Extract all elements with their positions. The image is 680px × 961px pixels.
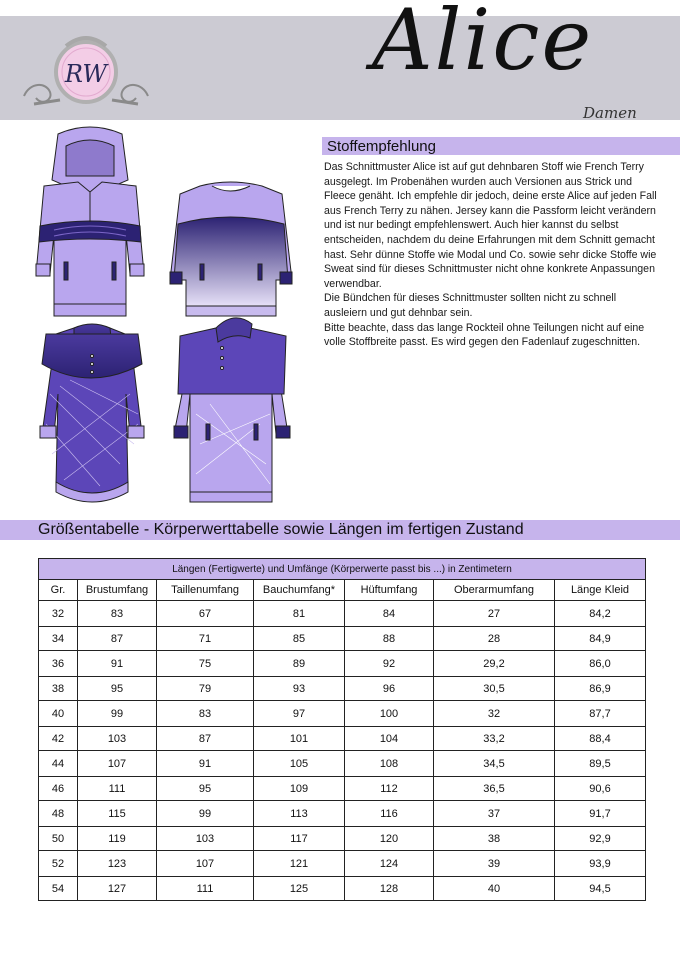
table-cell: 33,2 (434, 727, 555, 751)
table-cell: 86,9 (555, 677, 646, 701)
table-row (39, 851, 646, 877)
column-header: Brustumfang (78, 580, 157, 601)
table-cell: 86,0 (555, 651, 646, 677)
table-cell: 99 (78, 701, 157, 727)
table-cell: 42 (39, 727, 78, 751)
column-header: Gr. (39, 580, 78, 601)
table-cell: 112 (345, 777, 434, 801)
left-ornament-swirl (24, 85, 51, 102)
table-cell: 32 (39, 601, 78, 627)
table-cell: 54 (39, 877, 78, 901)
table-cell: 87 (157, 727, 254, 751)
table-cell: 32 (434, 701, 555, 727)
table-row (39, 651, 646, 677)
table-cell: 36 (39, 651, 78, 677)
table-cell: 90,6 (555, 777, 646, 801)
table-cell: 92,9 (555, 827, 646, 851)
table-cell: 38 (434, 827, 555, 851)
table-row (39, 751, 646, 777)
table-cell: 116 (345, 801, 434, 827)
table-cell: 95 (78, 677, 157, 701)
table-cell: 27 (434, 601, 555, 627)
column-header: Taillenumfang (157, 580, 254, 601)
table-cell: 120 (345, 827, 434, 851)
table-cell: 79 (157, 677, 254, 701)
page-subtitle: Damen (583, 104, 637, 122)
column-header: Oberarmumfang (434, 580, 555, 601)
table-cell: 113 (254, 801, 345, 827)
table-cell: 28 (434, 627, 555, 651)
table-cell: 121 (254, 851, 345, 877)
table-cell: 107 (157, 851, 254, 877)
size-table-body (39, 601, 646, 901)
table-cell: 29,2 (434, 651, 555, 677)
table-cell: 91 (78, 651, 157, 677)
fabric-paragraph: Das Schnittmuster Alice ist auf gut dehnbaren Stoff wie French Terry ausgelegt. Im Probenähen wurden auch Versionen aus Strick und Fleece genäht. Ich empfehle dir jedoch, deine erste Alice auf jeden Fall aus French Terry zu nähen. Jersey kann die Passform leicht verändern und ist nur bedingt empfehlenswert. Auch hier kannst du selbst entscheiden, nachdem du deine Erfahrungen mit dem Schnitt gemacht hast. Sehr dünne Stoffe wie Modal und Co. sowie sehr dicke Stoffe wie Sweat sind für dieses Schnittmuster nicht ohne konkrete Anpassungen verwendbar. (324, 161, 657, 290)
table-cell: 83 (78, 601, 157, 627)
table-cell: 100 (345, 701, 434, 727)
table-cell: 40 (39, 701, 78, 727)
table-cell: 92 (345, 651, 434, 677)
dress-illustration-light (174, 318, 290, 502)
table-cell: 48 (39, 801, 78, 827)
column-header: Hüftumfang (345, 580, 434, 601)
size-section-heading: Größentabelle - Körperwerttabelle sowie Längen im fertigen Zustand (38, 521, 524, 538)
table-cell: 81 (254, 601, 345, 627)
table-cell: 93 (254, 677, 345, 701)
table-cell: 119 (78, 827, 157, 851)
table-cell: 37 (434, 801, 555, 827)
table-cell: 40 (434, 877, 555, 901)
column-header: Bauchumfang* (254, 580, 345, 601)
size-table (38, 558, 646, 901)
table-cell: 95 (157, 777, 254, 801)
table-cell: 123 (78, 851, 157, 877)
table-cell: 83 (157, 701, 254, 727)
page-title: Alice (372, 0, 594, 89)
table-cell: 93,9 (555, 851, 646, 877)
table-cell: 46 (39, 777, 78, 801)
table-cell: 101 (254, 727, 345, 751)
table-cell: 89 (254, 651, 345, 677)
table-cell: 88 (345, 627, 434, 651)
table-row (39, 827, 646, 851)
table-cell: 99 (157, 801, 254, 827)
table-cell: 115 (78, 801, 157, 827)
table-row (39, 701, 646, 727)
table-cell: 111 (157, 877, 254, 901)
table-cell: 108 (345, 751, 434, 777)
table-cell: 128 (345, 877, 434, 901)
table-cell: 85 (254, 627, 345, 651)
table-cell: 117 (254, 827, 345, 851)
fabric-paragraph: Bitte beachte, dass das lange Rockteil ohne Teilungen nicht auf eine volle Stoffbreite passt. Es wird gegen den Fadenlauf zugeschnitten. (324, 321, 645, 349)
table-row (39, 801, 646, 827)
table-cell: 104 (345, 727, 434, 751)
table-cell: 97 (254, 701, 345, 727)
size-table-caption: Längen (Fertigwerte) und Umfänge (Körperwerte passt bis ...) in Zentimetern (39, 559, 646, 580)
table-cell: 107 (78, 751, 157, 777)
fabric-section-text (324, 160, 659, 350)
table-row (39, 601, 646, 627)
hoodie-illustration (36, 127, 144, 316)
fabric-section-heading: Stoffempfehlung (327, 138, 436, 155)
table-cell: 44 (39, 751, 78, 777)
table-cell: 105 (254, 751, 345, 777)
table-cell: 87,7 (555, 701, 646, 727)
table-cell: 125 (254, 877, 345, 901)
right-ornament-swirl (121, 85, 148, 102)
table-cell: 75 (157, 651, 254, 677)
table-cell: 84 (345, 601, 434, 627)
table-cell: 88,4 (555, 727, 646, 751)
dress-illustration-dark (40, 324, 144, 502)
table-cell: 50 (39, 827, 78, 851)
table-row (39, 777, 646, 801)
table-cell: 84,9 (555, 627, 646, 651)
table-cell: 36,5 (434, 777, 555, 801)
table-row (39, 627, 646, 651)
table-cell: 89,5 (555, 751, 646, 777)
table-cell: 30,5 (434, 677, 555, 701)
table-cell: 67 (157, 601, 254, 627)
table-cell: 96 (345, 677, 434, 701)
table-cell: 111 (78, 777, 157, 801)
column-header: Länge Kleid (555, 580, 646, 601)
table-cell: 71 (157, 627, 254, 651)
brand-logo (20, 26, 152, 116)
table-row (39, 877, 646, 901)
table-cell: 39 (434, 851, 555, 877)
table-cell: 124 (345, 851, 434, 877)
table-cell: 91,7 (555, 801, 646, 827)
logo-initials: RW (64, 60, 108, 88)
sweater-illustration (170, 182, 292, 316)
table-cell: 84,2 (555, 601, 646, 627)
table-cell: 34,5 (434, 751, 555, 777)
table-cell: 103 (78, 727, 157, 751)
table-cell: 91 (157, 751, 254, 777)
table-cell: 38 (39, 677, 78, 701)
table-cell: 52 (39, 851, 78, 877)
table-cell: 87 (78, 627, 157, 651)
table-cell: 109 (254, 777, 345, 801)
table-cell: 103 (157, 827, 254, 851)
table-cell: 94,5 (555, 877, 646, 901)
table-row (39, 677, 646, 701)
table-cell: 34 (39, 627, 78, 651)
garment-illustrations (30, 124, 320, 514)
fabric-paragraph: Die Bündchen für dieses Schnittmuster sollten nicht zu schnell ausleiern und gut dehnbar sein. (324, 292, 617, 319)
table-cell: 127 (78, 877, 157, 901)
table-row (39, 727, 646, 751)
